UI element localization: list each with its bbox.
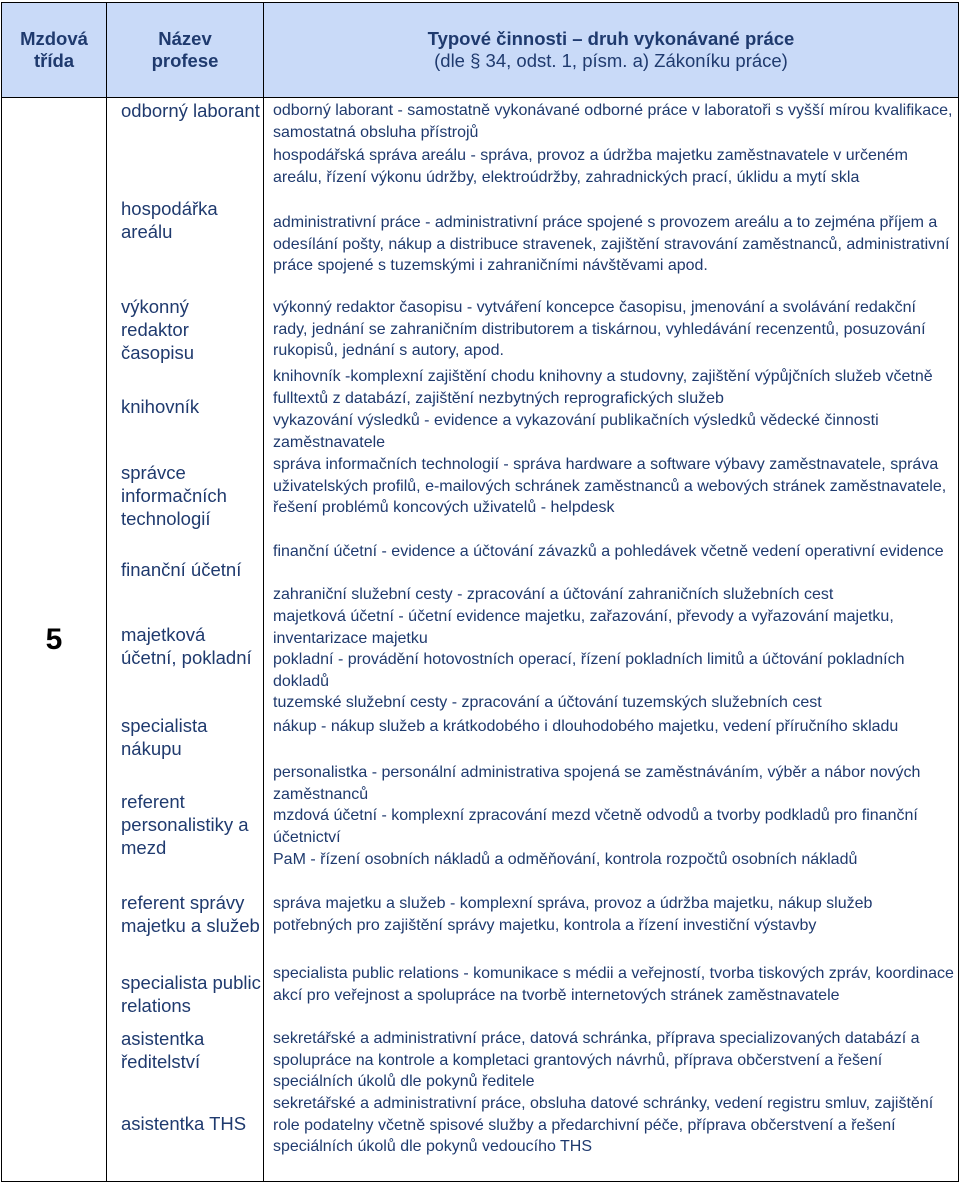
activity-item: správa majetku a služeb - komplexní správa, provoz a údržba majetku, nákup služeb potřebných pro zajištění správy majetku, kontrola a řízení investiční výstavby [273,895,873,934]
header-activities-subtitle: (dle § 34, odst. 1, písm. a) Zákoníku práce) [434,50,788,71]
profession-item: asistentka THS [121,1113,247,1134]
profession-item: majetková účetní, pokladní [121,624,252,668]
profession-list [107,98,263,1181]
profession-item: referent personalistiky a mezd [121,791,249,858]
profession-item: knihovník [121,396,200,417]
profession-item: hospodářka areálu [121,198,218,242]
profession-item: výkonný redaktor časopisu [121,296,195,363]
salary-table [1,2,959,1182]
profession-item: specialista public relations [121,972,261,1016]
activity-item: finanční účetní - evidence a účtování závazků a pohledávek včetně vedení operativní evidence [273,543,944,560]
activity-item: sekretářské a administrativní práce, datová schránka, příprava specializovaných databází a spolupráce na kontrole a kompletaci grantových návrhů, příprava občerstvení a řešení speciálních úkolů dle pokynů ředitele [273,1030,920,1091]
activity-item: nákup - nákup služeb a krátkodobého i dlouhodobého majetku, vedení příručního skladu [273,718,899,735]
header-activities-title: Typové činnosti – druh vykonávané práce [427,28,795,49]
grade-cell: 5 [2,98,107,1182]
activity-item: zahraniční služební cesty - zpracování a účtování zahraničních služebních cest [273,586,834,603]
profession-cell [107,98,264,1182]
activity-item: knihovník -komplexní zajištění chodu knihovny a studovny, zajištění výpůjčních služeb včetně fulltextů z databází, zajištění nezbytných reprografických služeb [273,368,933,407]
activity-item: personalistka - personální administrativa spojená se zaměstnáváním, výběr a nábor nových zaměstnanců [273,764,921,803]
table-row [2,98,959,1182]
activity-item: majetková účetní - účetní evidence majetku, zařazování, převody a vyřazování majetku, inventarizace majetku [273,608,894,647]
activity-item: pokladní - provádění hotovostních operací, řízení pokladních limitů a účtování pokladních dokladů [273,651,905,690]
header-activities [264,3,959,98]
profession-item: specialista nákupu [121,715,208,759]
profession-item: referent správy majetku a služeb [121,892,260,936]
activity-item: odborný laborant - samostatně vykonávané odborné práce v laboratoři s vyšší mírou kvalifikace, samostatná obsluha přístrojů [273,102,953,141]
activity-item: administrativní práce - administrativní práce spojené s provozem areálu a to zejména příjem a odesílání pošty, nákup a distribuce stravenek, zajištění stravování zaměstnanců, administrativní práce spojené s tuzemskými i zahraničními návštěvami apod. [273,214,950,275]
activity-item: mzdová účetní - komplexní zpracování mezd včetně odvodů a tvorby podkladů pro finanční účetnictví [273,807,918,846]
profession-item: odborný laborant [121,100,260,121]
activity-item: správa informačních technologií - správa hardware a software výbavy zaměstnavatele, správa uživatelských profilů, e-mailových schránek zaměstnanců a webových stránek zaměstnavatele, řešení problémů koncových uživatelů - helpdesk [273,456,947,517]
profession-item: finanční účetní [121,559,242,580]
activities-list [264,98,958,1181]
table-header-row [2,3,959,98]
activities-cell [264,98,959,1182]
activity-item: sekretářské a administrativní práce, obsluha datové schránky, vedení registru smluv, zajištění role podatelny včetně spisové služby a předarchivní péče, příprava občerstvení a řešení speciálních úkolů dle pokynů vedoucího THS [273,1095,934,1156]
header-grade: Mzdová třída [2,3,107,98]
activity-item: specialista public relations - komunikace s médii a veřejností, tvorba tiskových zpráv, koordinace akcí pro veřejnost a spolupráce na tvorbě internetových stránek zaměstnavatele [273,965,954,1004]
activity-item: PaM - řízení osobních nákladů a odměňování, kontrola rozpočtů osobních nákladů [273,851,858,868]
activity-item: hospodářská správa areálu - správa, provoz a údržba majetku zaměstnavatele v určeném areálu, řízení výkonu údržby, elektroúdržby, zahradnických prací, úklidu a mytí skla [273,147,908,186]
activity-item: výkonný redaktor časopisu - vytváření koncepce časopisu, jmenování a svolávání redakční rady, jednání se zahraničním distributorem a tiskárnou, vyhledávání recenzentů, posuzování rukopisů, jednání s autory, apod. [273,299,926,360]
profession-item: správce informačních technologií [121,462,227,529]
profession-item: asistentka ředitelství [121,1028,205,1072]
header-profession: Název profese [107,3,264,98]
activity-item: vykazování výsledků - evidence a vykazování publikačních výsledků vědecké činnosti zaměstnavatele [273,412,879,451]
activity-item: tuzemské služební cesty - zpracování a účtování tuzemských služebních cest [273,694,822,711]
